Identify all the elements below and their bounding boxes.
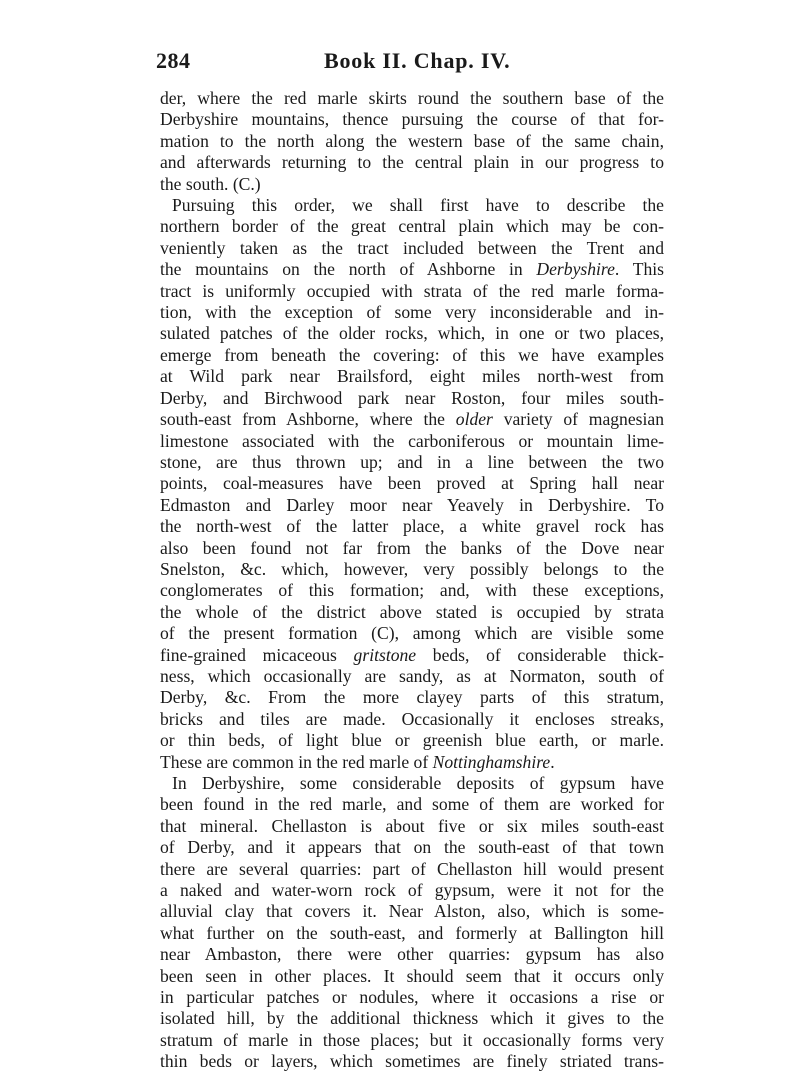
text-segment: beds, of considerable thick- bbox=[416, 644, 665, 665]
paragraph-2 bbox=[160, 195, 664, 773]
text-line: been seen in other places. It should seem that it occurs only bbox=[160, 965, 664, 986]
text-line: conglomerates of this formation; and, with these exceptions, bbox=[160, 580, 664, 601]
text-line: alluvial clay that covers it. Near Alston, also, which is some- bbox=[160, 901, 664, 922]
text-segment: . This bbox=[614, 259, 664, 280]
text-line: limestone associated with the carboniferous or mountain lime- bbox=[160, 430, 664, 451]
text-segment: variety of magnesian bbox=[492, 409, 664, 430]
text-line: a naked and water-worn rock of gypsum, were it not for the bbox=[160, 880, 664, 901]
text-line: mation to the north along the western base of the same chain, bbox=[160, 130, 664, 151]
text-line: there are several quarries: part of Chellaston hill would present bbox=[160, 858, 664, 879]
text-line: the whole of the district above stated is occupied by strata bbox=[160, 601, 664, 622]
italic-place-name: Nottinghamshire bbox=[432, 751, 551, 772]
text-line: thin beds or layers, which sometimes are finely striated trans- bbox=[160, 1051, 664, 1072]
text-line: Derby, &c. From the more clayey parts of this stratum, bbox=[160, 687, 664, 708]
italic-place-name: Derbyshire bbox=[536, 259, 615, 280]
text-line: been found in the red marle, and some of them are worked for bbox=[160, 794, 664, 815]
text-line: or thin beds, of light blue or greenish blue earth, or marle. bbox=[160, 730, 664, 751]
text-line: stone, are thus thrown up; and in a line between the two bbox=[160, 451, 664, 472]
text-line: bricks and tiles are made. Occasionally it encloses streaks, bbox=[160, 708, 664, 729]
text-line: of the present formation (C), among which are visible some bbox=[160, 623, 664, 644]
text-line: emerge from beneath the covering: of this we have examples bbox=[160, 344, 664, 365]
running-head: Book II. Chap. IV. bbox=[324, 48, 511, 73]
text-segment: the mountains on the north of Ashborne in bbox=[160, 259, 537, 280]
text-line: In Derbyshire, some considerable deposits of gypsum have bbox=[172, 773, 664, 793]
italic-word: older bbox=[455, 409, 493, 430]
text-segment: south-east from Ashborne, where the bbox=[160, 409, 456, 430]
text-line: Pursuing this order, we shall first have to describe the bbox=[172, 195, 664, 216]
text-line: that mineral. Chellaston is about five or six miles south-east bbox=[160, 815, 664, 836]
page-header bbox=[156, 48, 664, 78]
text-line: and afterwards returning to the central plain in our progress to bbox=[160, 152, 664, 173]
text-line: der, where the red marle skirts round the southern base of the bbox=[160, 88, 664, 108]
text-line: near Ambaston, there were other quarries: gypsum has also bbox=[160, 944, 664, 965]
text-line: what further on the south-east, and formerly at Ballington hill bbox=[160, 922, 664, 943]
text-line: Snelston, &c. which, however, very possibly belongs to the bbox=[160, 558, 664, 579]
text-line: tract is uniformly occupied with strata of the red marle forma- bbox=[160, 280, 664, 301]
text-line: in particular patches or nodules, where it occasions a rise or bbox=[160, 987, 664, 1008]
text-line: points, coal-measures have been proved at Spring hall near bbox=[160, 473, 664, 494]
text-line: northern border of the great central plain which may be con- bbox=[160, 216, 664, 237]
text-line: isolated hill, by the additional thickness which it gives to the bbox=[160, 1008, 664, 1029]
text-line-with-italic bbox=[160, 645, 664, 666]
italic-word: gritstone bbox=[353, 644, 417, 665]
paragraph-3 bbox=[160, 773, 664, 1073]
text-segment: These are common in the red marle of bbox=[160, 751, 433, 772]
text-segment: . bbox=[550, 751, 555, 772]
text-line: ness, which occasionally are sandy, as at Normaton, south of bbox=[160, 665, 664, 686]
text-line: Derbyshire mountains, thence pursuing the course of that for- bbox=[160, 109, 664, 130]
text-line: also been found not far from the banks of the Dove near bbox=[160, 537, 664, 558]
text-line-with-italic bbox=[160, 409, 664, 430]
text-line: the north-west of the latter place, a white gravel rock has bbox=[160, 516, 664, 537]
text-line: Edmaston and Darley moor near Yeavely in Derbyshire. To bbox=[160, 494, 664, 515]
text-line: Derby, and Birchwood park near Roston, four miles south- bbox=[160, 387, 664, 408]
page-number: 284 bbox=[156, 48, 191, 73]
text-line: stratum of marle in those places; but it occasionally forms very bbox=[160, 1029, 664, 1050]
text-line: of Derby, and it appears that on the south-east of that town bbox=[160, 837, 664, 858]
text-line: at Wild park near Brailsford, eight miles north-west from bbox=[160, 366, 664, 387]
text-line-with-italic bbox=[160, 259, 664, 280]
text-line: veniently taken as the tract included between the Trent and bbox=[160, 237, 664, 258]
body-text bbox=[160, 88, 664, 1073]
text-line: the south. (C.) bbox=[160, 173, 261, 194]
paragraph-1 bbox=[160, 88, 664, 195]
text-line: sulated patches of the older rocks, which, in one or two places, bbox=[160, 323, 664, 344]
text-line: tion, with the exception of some very inconsiderable and in- bbox=[160, 302, 664, 323]
text-line-with-italic bbox=[160, 752, 664, 773]
text-segment: fine-grained micaceous bbox=[160, 644, 354, 665]
